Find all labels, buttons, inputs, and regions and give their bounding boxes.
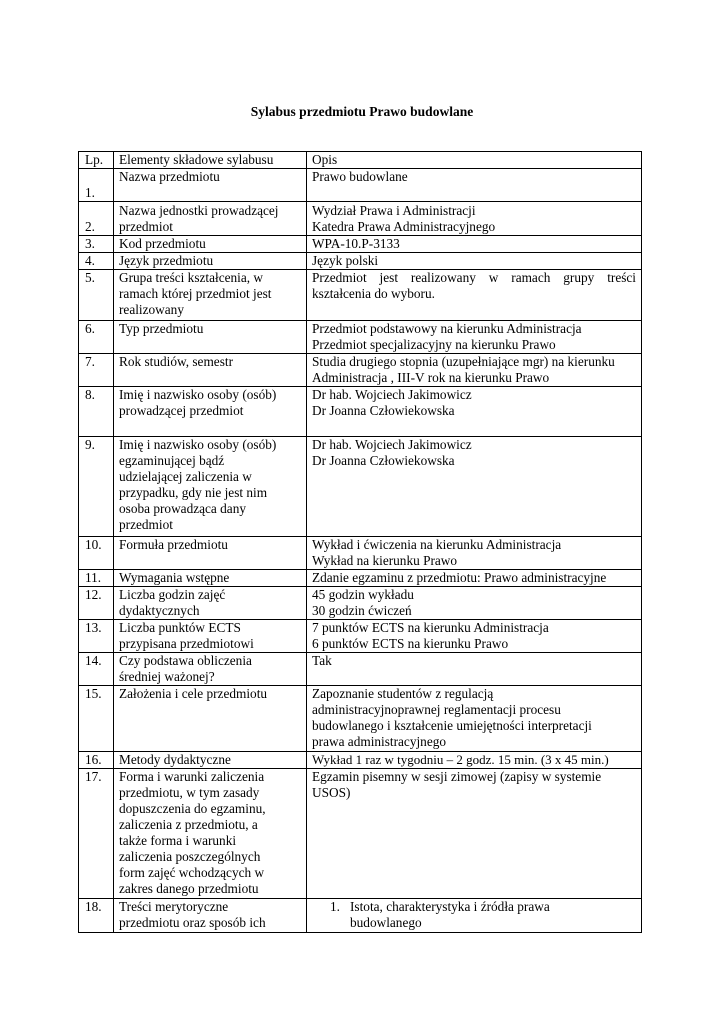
table-row xyxy=(79,387,642,437)
row-number: 14. xyxy=(79,653,114,686)
table-row xyxy=(79,169,642,202)
row-number: 13. xyxy=(79,620,114,653)
table-row xyxy=(79,236,642,253)
row-description: Studia drugiego stopnia (uzupełniające mgr) na kierunku Administracja , III-V rok na kierunku Prawo xyxy=(307,354,642,387)
row-number: 9. xyxy=(79,437,114,537)
row-description: Wydział Prawa i Administracji Katedra Prawa Administracyjnego xyxy=(307,202,642,236)
row-number: 8. xyxy=(79,387,114,437)
row-description: Dr hab. Wojciech Jakimowicz Dr Joanna Człowiekowska xyxy=(307,437,642,537)
row-description: Tak xyxy=(307,653,642,686)
row-description: Egzamin pisemny w sesji zimowej (zapisy w systemie USOS) xyxy=(307,769,642,899)
table-row xyxy=(79,253,642,270)
row-element: Kod przedmiotu xyxy=(114,236,307,253)
table-row xyxy=(79,270,642,321)
table-header-row xyxy=(79,152,642,169)
row-number: 4. xyxy=(79,253,114,270)
list-number: 1. xyxy=(330,899,340,914)
row-number: 6. xyxy=(79,321,114,354)
table-row xyxy=(79,653,642,686)
row-description: Przedmiot jest realizowany w ramach grupy treści kształcenia do wyboru. xyxy=(307,270,642,321)
table-row xyxy=(79,202,642,236)
row-description: Zdanie egzaminu z przedmiotu: Prawo administracyjne xyxy=(307,570,642,587)
header-desc: Opis xyxy=(307,152,642,169)
row-number: 7. xyxy=(79,354,114,387)
row-number: 16. xyxy=(79,752,114,769)
header-elements: Elementy składowe sylabusu xyxy=(114,152,307,169)
row-number: 2. xyxy=(79,202,114,236)
table-row xyxy=(79,570,642,587)
row-element: Typ przedmiotu xyxy=(114,321,307,354)
row-element: Nazwa jednostki prowadzącej przedmiot xyxy=(114,202,307,236)
table-row xyxy=(79,587,642,620)
row-description: Zapoznanie studentów z regulacją administracyjnoprawnej reglamentacji procesu budowlanego i kształcenie umiejętności interpretacji prawa administracyjnego xyxy=(307,686,642,752)
row-description: Przedmiot podstawowy na kierunku Administracja Przedmiot specjalizacyjny na kierunku Prawo xyxy=(307,321,642,354)
row-element: Treści merytoryczne przedmiotu oraz sposób ich xyxy=(114,899,307,933)
table-row xyxy=(79,620,642,653)
row-element: Formuła przedmiotu xyxy=(114,537,307,570)
table-row xyxy=(79,537,642,570)
row-element: Wymagania wstępne xyxy=(114,570,307,587)
row-description: 45 godzin wykładu 30 godzin ćwiczeń xyxy=(307,587,642,620)
row-number: 1. xyxy=(79,169,114,202)
row-description: Wykład 1 raz w tygodniu – 2 godz. 15 min. (3 x 45 min.) xyxy=(307,752,642,769)
table-row xyxy=(79,752,642,769)
row-element: Język przedmiotu xyxy=(114,253,307,270)
row-description: Prawo budowlane xyxy=(307,169,642,202)
table-row xyxy=(79,437,642,537)
row-element: Imię i nazwisko osoby (osób) egzaminującej bądź udzielającej zaliczenia w przypadku, gdy nie jest nim osoba prowadząca dany przedmiot xyxy=(114,437,307,537)
table-row xyxy=(79,686,642,752)
row-number: 10. xyxy=(79,537,114,570)
row-number: 17. xyxy=(79,769,114,899)
row-description: WPA-10.P-3133 xyxy=(307,236,642,253)
row-element: Liczba punktów ECTS przypisana przedmiotowi xyxy=(114,620,307,653)
table-row xyxy=(79,899,642,933)
row-number: 11. xyxy=(79,570,114,587)
row-element: Forma i warunki zaliczenia przedmiotu, w tym zasady dopuszczenia do egzaminu, zaliczenia z przedmiotu, a także forma i warunki zaliczenia poszczególnych form zajęć wchodzących w zakres danego przedmiotu xyxy=(114,769,307,899)
document-title: Sylabus przedmiotu Prawo budowlane xyxy=(250,104,474,119)
row-element: Liczba godzin zajęć dydaktycznych xyxy=(114,587,307,620)
row-description xyxy=(307,899,642,933)
table-row xyxy=(79,321,642,354)
row-element: Rok studiów, semestr xyxy=(114,354,307,387)
row-description: Język polski xyxy=(307,253,642,270)
syllabus-table xyxy=(78,151,642,933)
row-element: Czy podstawa obliczenia średniej ważonej? xyxy=(114,653,307,686)
table-row xyxy=(79,354,642,387)
row-description: Wykład i ćwiczenia na kierunku Administracja Wykład na kierunku Prawo xyxy=(307,537,642,570)
row-number: 5. xyxy=(79,270,114,321)
row-element: Nazwa przedmiotu xyxy=(114,169,307,202)
row-number: 18. xyxy=(79,899,114,933)
row-number: 15. xyxy=(79,686,114,752)
row-description: 7 punktów ECTS na kierunku Administracja 6 punktów ECTS na kierunku Prawo xyxy=(307,620,642,653)
row-element: Grupa treści kształcenia, w ramach której przedmiot jest realizowany xyxy=(114,270,307,321)
row-element: Metody dydaktyczne xyxy=(114,752,307,769)
row-number: 12. xyxy=(79,587,114,620)
table-row xyxy=(79,769,642,899)
row-description: Dr hab. Wojciech Jakimowicz Dr Joanna Człowiekowska xyxy=(307,387,642,437)
list-item: 1. Istota, charakterystyka i źródła prawa budowlanego xyxy=(330,899,550,930)
row-element: Imię i nazwisko osoby (osób) prowadzącej przedmiot xyxy=(114,387,307,437)
row-element: Założenia i cele przedmiotu xyxy=(114,686,307,752)
row-number: 3. xyxy=(79,236,114,253)
header-lp: Lp. xyxy=(79,152,114,169)
